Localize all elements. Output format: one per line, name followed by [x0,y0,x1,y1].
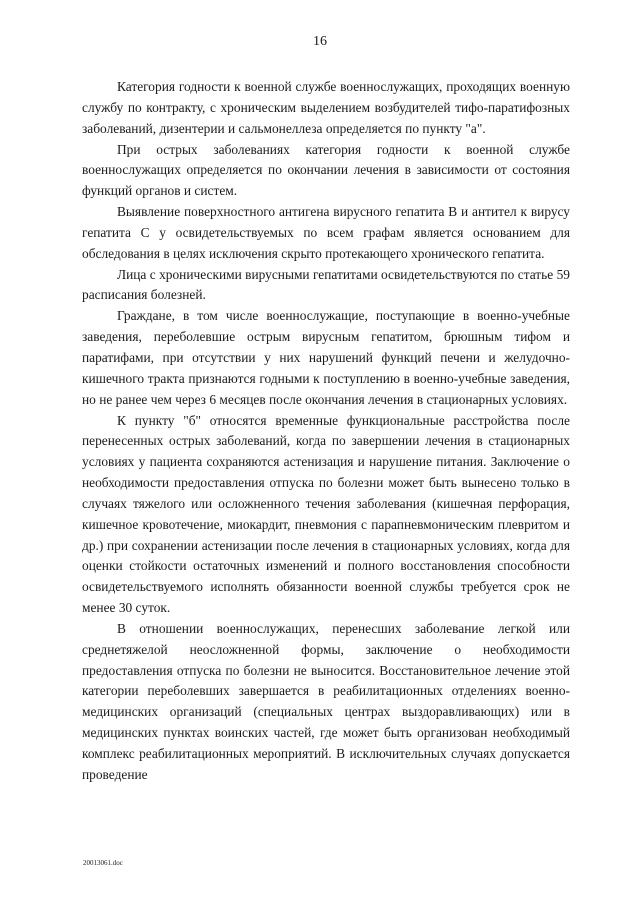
paragraph-2: При острых заболеваниях категория годности к военной службе военнослужащих определяется по окончании лечения в зависимости от состояния функций органов и систем. [82,141,570,199]
paragraph-6: К пункту "б" относятся временные функциональные расстройства после перенесенных острых заболеваний, когда по завершении лечения в стационарных условиях у пациента сохраняются астенизация и нарушение питания. Заключение о необходимости предоставления отпуска по болезни может быть вынесено только в случаях тяжелого или осложненного течения заболевания (кишечная перфорация, кишечное кровотечение, миокардит, пневмония с парапневмоническим плевритом и др.) при сохранении астенизации после лечения в стационарных условиях, когда для оценки стойкости остаточных изменений и полного восстановления способности освидетельствуемого исполнять обязанности военной службы требуется срок не менее 30 суток. [82,412,570,616]
paragraph-1: Категория годности к военной службе военнослужащих, проходящих военную службу по контракту, с хроническим выделением возбудителей тифо-паратифозных заболеваний, дизентерии и сальмонеллеза определяется по пункту "а". [82,79,570,136]
document-filename: 20013061.doc [83,859,123,867]
paragraph-5: Граждане, в том числе военнослужащие, поступающие в военно-учебные заведения, переболевшие острым вирусным гепатитом, брюшным тифом и паратифами, при отсутствии у них нарушений функций печени и желудочно-кишечного тракта признаются годными к поступлению в военно-учебные заведения, но не ранее чем через 6 месяцев после окончания лечения в стационарных условиях. [82,308,570,407]
paragraph-4: Лица с хроническими вирусными гепатитами освидетельствуются по статье 59 расписания болезней. [82,266,570,303]
page-number: 16 [313,34,327,49]
document-body [82,77,570,786]
paragraph-7: В отношении военнослужащих, перенесших заболевание легкой или среднетяжелой неосложненной формы, заключение о необходимости предоставления отпуска по болезни не выносится. Восстановительное лечение этой категории переболевших завершается в реабилитационных отделениях военно-медицинских организаций (специальных центрах выздоравливающих) или в медицинских пунктах воинских частей, где может быть организован необходимый комплекс реабилитационных мероприятий. В исключительных случаях допускается проведение [82,620,570,782]
paragraph-3: Выявление поверхностного антигена вирусного гепатита В и антител к вирусу гепатита С у освидетельствуемых по всем графам является основанием для обследования в целях исключения скрыто протекающего хронического гепатита. [82,204,570,261]
